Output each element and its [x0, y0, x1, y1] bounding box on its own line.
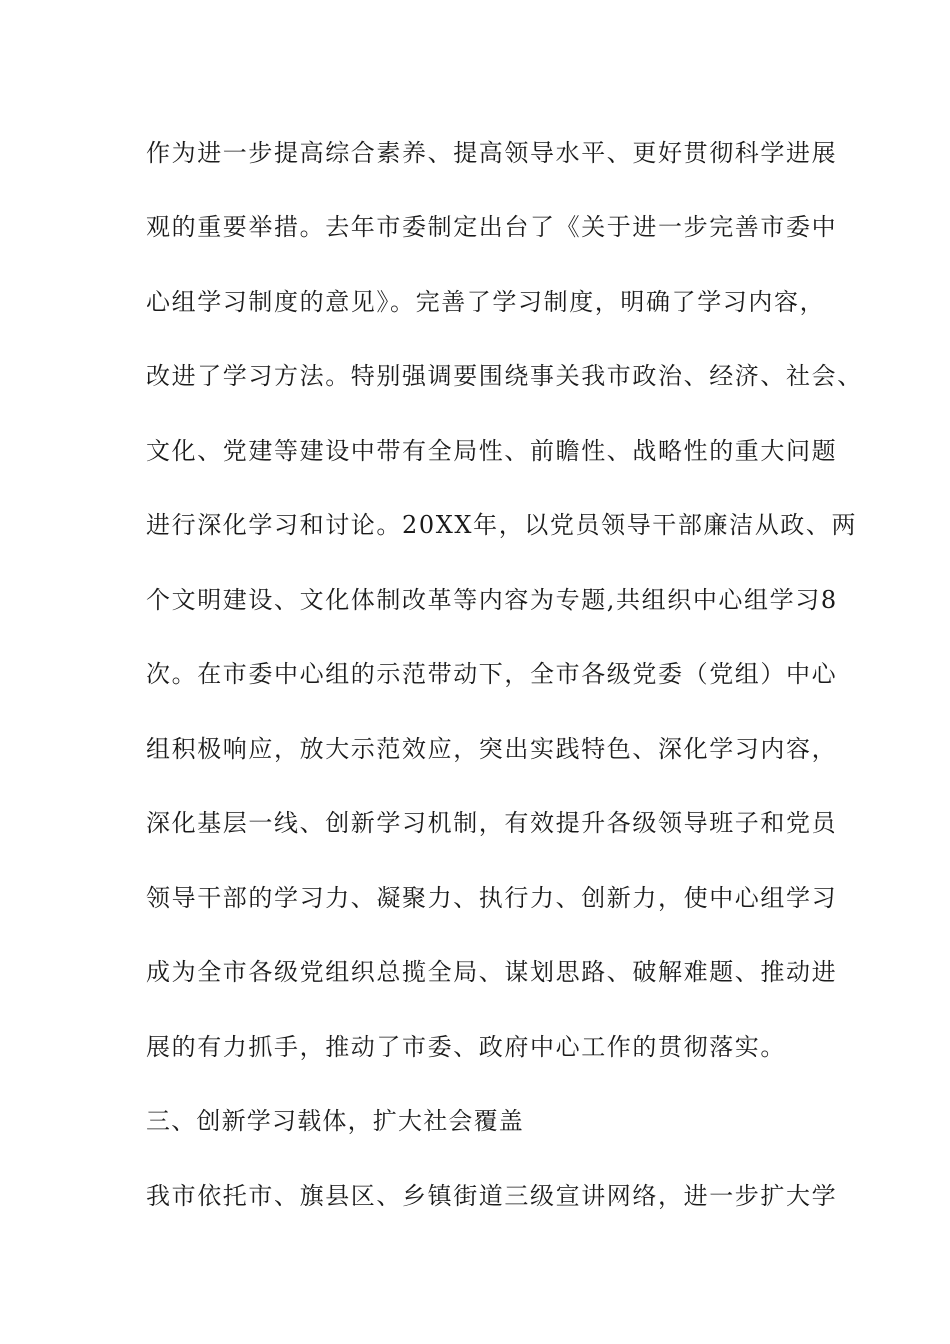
paragraph-line: 我市依托市、旗县区、乡镇街道三级宣讲网络，进一步扩大学: [146, 1182, 838, 1210]
paragraph-line: 进行深化学习和讨论。20XX年，以党员领导干部廉洁从政、两: [146, 511, 858, 539]
paragraph-line: 领导干部的学习力、凝聚力、执行力、创新力，使中心组学习: [146, 884, 838, 912]
section-heading: 三、创新学习载体，扩大社会覆盖: [146, 1107, 524, 1135]
paragraph-line: 改进了学习方法。特别强调要围绕事关我市政治、经济、社会、: [146, 362, 863, 390]
paragraph-line: 深化基层一线、创新学习机制，有效提升各级领导班子和党员: [146, 809, 838, 837]
paragraph-line: 作为进一步提高综合素养、提高领导水平、更好贯彻科学进展: [146, 139, 838, 167]
paragraph-line: 展的有力抓手，推动了市委、政府中心工作的贯彻落实。: [146, 1033, 786, 1061]
paragraph-line: 组积极响应，放大示范效应，突出实践特色、深化学习内容，: [146, 735, 838, 763]
paragraph-line: 次。在市委中心组的示范带动下，全市各级党委（党组）中心: [146, 660, 838, 688]
paragraph-line: 心组学习制度的意见》。完善了学习制度，明确了学习内容，: [146, 288, 826, 316]
paragraph-line: 观的重要举措。去年市委制定出台了《关于进一步完善市委中: [146, 213, 838, 241]
paragraph-line: 成为全市各级党组织总揽全局、谋划思路、破解难题、推动进: [146, 958, 838, 986]
paragraph-line: 文化、党建等建设中带有全局性、前瞻性、战略性的重大问题: [146, 437, 838, 465]
paragraph-line: 个文明建设、文化体制改革等内容为专题,共组织中心组学习8: [146, 586, 838, 614]
